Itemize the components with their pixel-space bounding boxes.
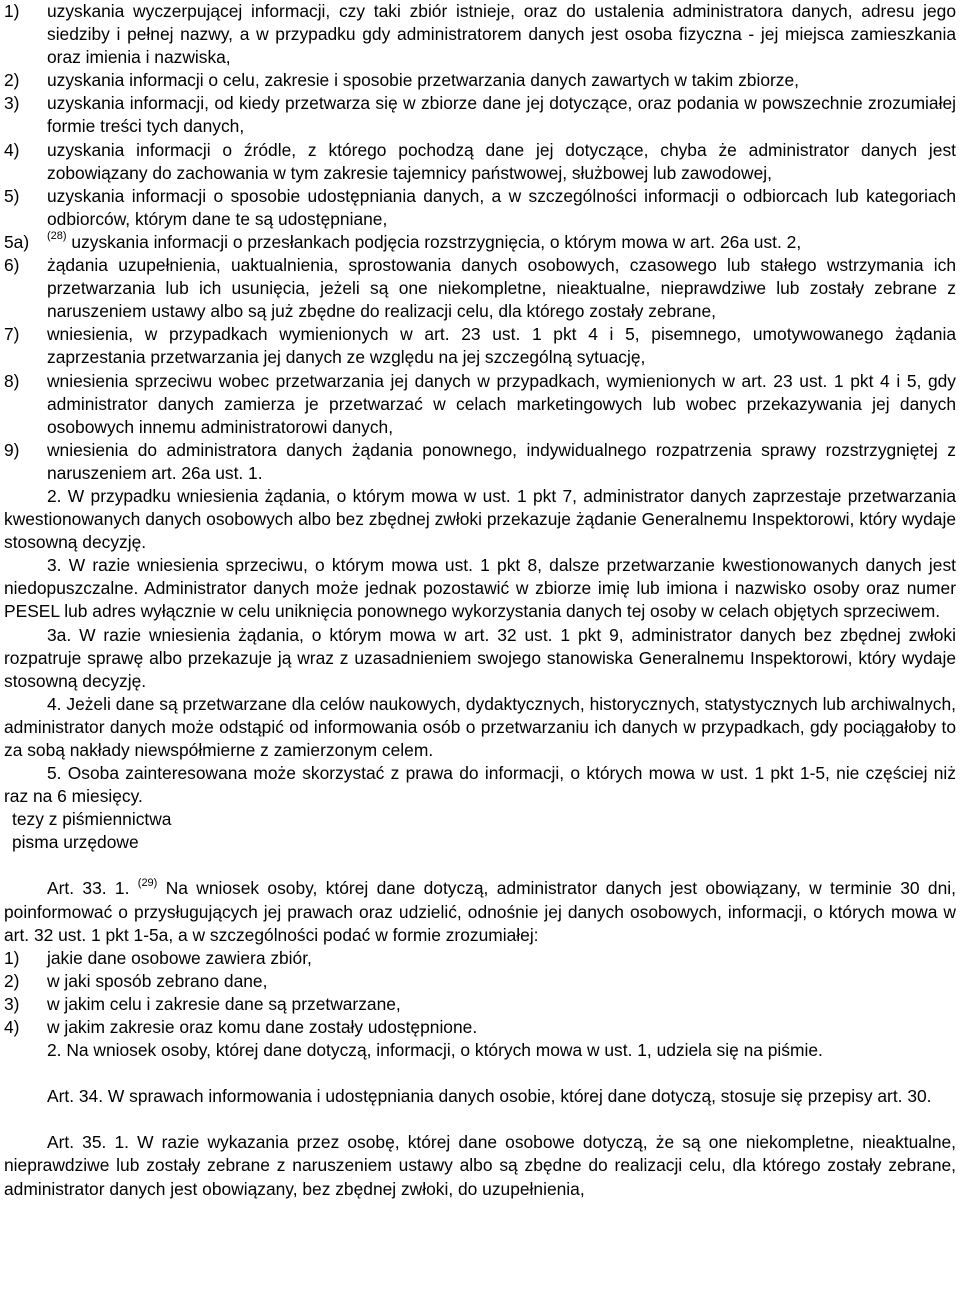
paragraph: 4. Jeżeli dane są przetwarzane dla celów naukowych, dydaktycznych, historycznych, statystycznych lub archiwalnych, administrator danych może odstąpić od informowania osób o przetwarzaniu ich danych w przypadkach, gdy pociągałoby to za sobą nakłady niewspółmierne z zamierzonym celem. <box>4 693 956 760</box>
paragraph-number: 1. <box>114 1132 129 1153</box>
item-number: 2) <box>4 970 20 991</box>
item-text: wniesienia, w przypadkach wymienionych w art. 23 ust. 1 pkt 4 i 5, pisemnego, umotywowanego żądania zaprzestania przetwarzania jej danych ze względu na jej szczególną sytuację, <box>47 324 956 368</box>
article-label: Art. 33. <box>47 878 107 899</box>
list-item <box>4 993 956 1016</box>
article-34 <box>4 1085 956 1108</box>
paragraph-text: Na wniosek osoby, której dane dotyczą, administrator danych jest obowiązany, w terminie 30 dni, poinformować o przysługujących jej prawach oraz udzielić, odnośnie jej danych osobowych, informacji, o których mowa w art. 32 ust. 1 pkt 1-5a, a w szczególności podać w formie zrozumiałej: <box>4 878 956 945</box>
article-label: Art. 35. <box>47 1132 107 1153</box>
article-32-paragraphs <box>4 485 956 808</box>
item-text: uzyskania informacji, od kiedy przetwarza się w zbiorze dane jej dotyczące, oraz podania w powszechnie zrozumiałej formie treści tych danych, <box>47 93 956 137</box>
item-number: 8) <box>4 370 20 391</box>
item-number: 5) <box>4 185 20 206</box>
paragraph: 3. W razie wniesienia sprzeciwu, o którym mowa ust. 1 pkt 8, dalsze przetwarzanie kwestionowanych danych jest niedopuszczalne. Administrator danych może jednak pozostawić w zbiorze imię lub imiona i nazwisko osoby oraz numer PESEL lub adres wyłącznie w celu uniknięcia ponownego wykorzystania danych tej osoby w celach objętych sprzeciwem. <box>4 555 956 622</box>
list-item <box>4 947 956 970</box>
item-text: uzyskania informacji o celu, zakresie i sposobie przetwarzania danych zawartych w takim zbiorze, <box>47 70 799 91</box>
paragraph-number: 1. <box>114 878 130 899</box>
item-number: 2) <box>4 70 20 91</box>
item-text: w jakim zakresie oraz komu dane zostały udostępnione. <box>47 1017 478 1038</box>
item-text: uzyskania informacji o źródle, z którego pochodzą dane jej dotyczące, chyba że administrator danych jest zobowiązany do zachowania w tym zakresie tajemnicy państwowej, służbowej lub zawodowej, <box>47 139 956 183</box>
paragraph-text: W sprawach informowania i udostępniania danych osobie, której dane dotyczą, stosuje się przepisy art. 30. <box>107 1086 932 1107</box>
list-item <box>4 69 956 92</box>
list-item <box>4 439 956 485</box>
item-number: 1) <box>4 1 20 21</box>
list-item <box>4 254 956 323</box>
paragraph: 5. Osoba zainteresowana może skorzystać z prawa do informacji, o których mowa w ust. 1 pkt 1-5, nie częściej niż raz na 6 miesięcy. <box>4 763 956 807</box>
item-text: uzyskania informacji o przesłankach podjęcia rozstrzygnięcia, o którym mowa w art. 26a ust. 2, <box>71 231 802 252</box>
article-35-paragraph-1 <box>4 1131 956 1200</box>
item-number: 7) <box>4 324 20 345</box>
paragraph: 3a. W razie wniesienia żądania, o którym mowa w art. 32 ust. 1 pkt 9, administrator danych bez zbędnej zwłoki rozpatruje sprawę albo przekazuje ją wraz z uzasadnieniem swojego stanowiska Generalnemu Inspektorowi, który wydaje stosowną decyzję. <box>4 624 956 691</box>
item-number: 3) <box>4 93 20 114</box>
list-item <box>4 970 956 993</box>
spacer <box>4 854 956 877</box>
item-number: 3) <box>4 993 20 1014</box>
list-item <box>4 1016 956 1039</box>
rights-list-part-1 <box>4 0 956 254</box>
paragraph: 2. W przypadku wniesienia żądania, o którym mowa w ust. 1 pkt 7, administrator danych zaprzestaje przetwarzania kwestionowanych danych osobowych albo bez zbędnej zwłoki przekazuje żądanie Generalnemu Inspektorowi, który wydaje stosowną decyzję. <box>4 485 956 553</box>
paragraph-text: W razie wykazania przez osobę, której dane osobowe dotyczą, że są one niekompletne, nieaktualne, nieprawdziwe lub zostały zebrane z naruszeniem ustawy albo są zbędne do realizacji celu, dla którego zostały zebrane, administrator danych jest obowiązany, bez zbędnej zwłoki, do uzupełnienia, <box>4 1132 957 1199</box>
item-number: 1) <box>4 947 20 968</box>
item-text: żądania uzupełnienia, uaktualnienia, sprostowania danych osobowych, czasowego lub stałego wstrzymania ich przetwarzania lub ich usunięcia, jeżeli są one niekompletne, nieaktualne, nieprawdziwe lub zostały zebrane z naruszeniem ustawy albo są już zbędne do realizacji celu, dla którego zostały zebrane, <box>47 255 956 322</box>
spacer <box>4 1062 956 1085</box>
article-33-paragraph-1 <box>4 877 956 946</box>
item-text: w jakim celu i zakresie dane są przetwarzane, <box>47 993 401 1014</box>
item-text: uzyskania wyczerpującej informacji, czy taki zbiór istnieje, oraz do ustalenia administratora danych, adresu jego siedziby i pełnej nazwy, a w przypadku gdy administratorem danych jest osoba fizyczna - jej miejsca zamieszkania oraz imienia i nazwiska, <box>47 1 956 68</box>
item-number: 9) <box>4 439 20 460</box>
item-text: uzyskania informacji o sposobie udostępniania danych, a w szczególności informacji o odbiorcach lub kategoriach odbiorców, którym dane te są udostępniane, <box>47 185 956 229</box>
list-item <box>4 92 956 138</box>
spacer <box>4 1108 956 1131</box>
item-number: 4) <box>4 1017 20 1038</box>
article-33 <box>4 877 956 1062</box>
note-official-letters-link: pisma urzędowe <box>12 832 139 853</box>
list-item <box>4 323 956 369</box>
item-text: jakie dane osobowe zawiera zbiór, <box>47 947 312 968</box>
item-number: 4) <box>4 139 20 160</box>
article-33-paragraph-2: 2. Na wniosek osoby, której dane dotyczą, informacji, o których mowa w ust. 1, udziela się na piśmie. <box>47 1040 823 1061</box>
item-text: wniesienia do administratora danych żądania ponownego, indywidualnego rozpatrzenia sprawy rozstrzygniętej z naruszeniem art. 26a ust. 1. <box>47 439 956 483</box>
list-item <box>4 370 956 439</box>
article-34-paragraph <box>4 1085 956 1108</box>
item-number: 6) <box>4 255 20 276</box>
list-item-5a <box>4 231 956 254</box>
article-label: Art. 34. <box>47 1086 104 1107</box>
article-35 <box>4 1131 956 1200</box>
list-item <box>4 139 956 185</box>
rights-list-part-2 <box>4 254 956 485</box>
item-text: wniesienia sprzeciwu wobec przetwarzania jej danych w przypadkach, wymienionych w art. 23 ust. 1 pkt 4 i 5, gdy administrator danych zamierza je przetwarzać w celach marketingowych lub wobec przekazywania jej danych osobowych innemu administratorowi danych, <box>47 370 956 437</box>
footnote-marker: (29) <box>137 876 158 889</box>
item-number: 5a) <box>4 231 30 252</box>
note-commentary-link: tezy z piśmiennictwa <box>12 809 172 830</box>
list-item <box>4 185 956 231</box>
item-text: w jaki sposób zebrano dane, <box>47 970 268 991</box>
list-item <box>4 0 956 69</box>
footnote-marker: (28) <box>47 230 67 243</box>
